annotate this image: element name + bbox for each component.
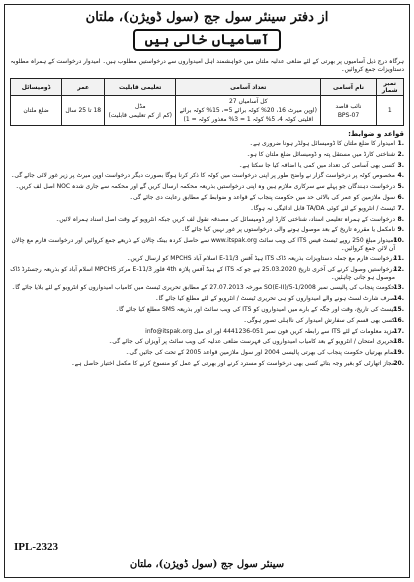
post-name: نائب قاصد: [335, 102, 362, 110]
rule-number: .20: [393, 359, 404, 367]
rule-number: .9: [397, 226, 404, 234]
rule-text: نامکمل یا مقررہ تاریخ کے بعد موصول ہونے والی درخواستوں پر غور نہیں کیا جائے گا۔: [181, 226, 395, 234]
rule-number: .14: [393, 295, 404, 303]
rule-text: درخواست کے ہمراہ تعلیمی اسناد، شناختی کارڈ اور ڈومیسائل کی مصدقہ نقول لف کریں جبکہ انٹرویو کے وقت اصل اسناد ہمراہ لائیں۔: [55, 215, 395, 223]
rule-item: [10, 255, 404, 262]
header-qualification: تعلیمی قابلیت: [105, 79, 176, 96]
rule-text: سول ملازمین کو عمر کی بالائی حد میں حکومت پنجاب کے قواعد و ضوابط کے مطابق رعایت دی جائے گی۔: [129, 193, 395, 201]
header-post: نام آسامی: [321, 79, 376, 96]
cell-qualification: [105, 96, 176, 126]
cell-age: 18 تا 25 سال: [62, 96, 105, 126]
rule-number: .5: [397, 183, 404, 191]
rule-text: مجاز اتھارٹی کو بغیر وجہ بتائے کسی بھی درخواست کو مسترد کرنے اور بھرتی کے عمل کو منسوخ کرنے کا مکمل اختیار حاصل ہے۔: [71, 359, 395, 367]
rule-item: [10, 162, 404, 169]
rule-text: مزید معلومات کے لئے ITS سے رابطہ کریں فون نمبر 051-4441236 اور ای میل info@itspak.org: [145, 327, 395, 335]
rule-number: .4: [397, 172, 404, 180]
rule-number: .19: [393, 349, 404, 357]
office-heading: از دفتر سینئر سول جج (سول ڈویژن)، ملتان: [85, 10, 329, 25]
rule-text: شناختی کارڈ میں مستقل پتہ و ڈومیسائل ضلع ملتان کا ہو۔: [246, 150, 395, 158]
rule-text: تحریری امتحان / انٹرویو کے بعد کامیاب امیدواروں کی فہرست ضلعی عدلیہ کی ویب سائٹ پر آویزاں کی جائے گی۔: [108, 338, 395, 346]
rule-number: .11: [393, 255, 404, 263]
signature-block: سینئر سول جج (سول ڈویژن)، ملتان: [129, 559, 285, 570]
rule-item: [10, 317, 404, 324]
intro-paragraph: ہرگاہ درج ذیل آسامیوں پر بھرتی کے لئے ضلعی عدلیہ ملتان میں خواہشمند اہل امیدواروں سے درخواستیں مطلوب ہیں۔ امیدوار درخواست کے ہمراہ مطلوبہ دستاویزات جمع کروائیں۔: [10, 58, 404, 73]
rule-number: .10: [393, 237, 404, 245]
rule-number: .3: [397, 161, 404, 169]
rule-item: [10, 266, 404, 281]
rule-item: [10, 216, 404, 223]
header-domicile: ڈومیسائل: [11, 79, 62, 96]
rule-text: درخواستیں وصول کرنے کی آخری تاریخ 25.03.2020 ہے جو کہ ITS کے ہیڈ آفس پلازہ 4th فلور E-11/3 مرکز MPCHS اسلام آباد کو بذریعہ رجسٹرڈ ڈاک موصول ہو جانی چاہئیں۔: [10, 266, 395, 281]
header-count: تعداد آسامی: [176, 79, 321, 96]
cell-post: [321, 96, 376, 126]
rule-text: ٹیسٹ / انٹرویو کے لئے کوئی TA/DA قابل ادائیگی نہ ہوگا۔: [250, 204, 395, 212]
rule-number: .17: [393, 327, 404, 335]
rule-item: [10, 360, 404, 367]
ipl-number: IPL-2323: [14, 541, 58, 553]
rule-item: [10, 306, 404, 313]
rule-number: .13: [393, 284, 404, 292]
post-bps: BPS-07: [337, 111, 360, 119]
count-detail: (اوپن میرٹ 16، 20% کوٹہ برائے 5=، 15% کوٹہ برائے اقلیتی کوٹہ 4، 5% کوٹہ 1 = 3% معذور کوٹہ = 1): [179, 107, 317, 123]
table-header-row: [11, 79, 404, 96]
rule-item: [10, 140, 404, 147]
qualification-note: (کم از کم تعلیمی قابلیت): [108, 111, 172, 119]
rule-number: .6: [397, 193, 404, 201]
count-total: کل آسامیاں 27: [228, 98, 268, 105]
rule-number: .18: [393, 338, 404, 346]
rule-text: امیدوار مبلغ 250 روپے ٹیسٹ فیس ITS کی ویب سائٹ www.itspak.org سے حاصل کردہ بینک چالان کے ذریعے جمع کروائیں اور درخواست فارم مع چالان آن لائن جمع کروائیں۔: [11, 237, 395, 252]
rule-item: [10, 172, 404, 179]
header-serial: نمبر شمار: [376, 79, 404, 96]
rule-number: .7: [397, 204, 404, 212]
rule-text: حکومت پنجاب کی پالیسی نمبر SO(E-II)/5-1/2008 مورخہ 27.07.2013 کے مطابق تحریری ٹیسٹ میں کامیاب امیدواروں کو انٹرویو کے لئے بلایا جائے گا۔: [11, 284, 395, 292]
cell-count: [176, 96, 321, 126]
header-age: عمر: [62, 79, 105, 96]
vacancy-table: [10, 78, 404, 126]
rule-text: درخواست دہندگان جو پہلے سے سرکاری ملازم ہیں وہ اپنی درخواستیں بذریعہ محکمہ ارسال کریں گے اور محکمہ سے جاری شدہ NOC اصل لف کریں۔: [15, 183, 395, 191]
rule-number: .2: [397, 150, 404, 158]
cell-serial: 1: [376, 96, 404, 126]
rule-item: [10, 284, 404, 291]
cell-domicile: ضلع ملتان: [11, 96, 62, 126]
rule-item: [10, 295, 404, 302]
rule-text: درخواست فارم مع جملہ دستاویزات بذریعہ ڈاک ITS ہیڈ آفس E-11/3 اسلام آباد MPCHS کو ارسال کریں۔: [126, 255, 395, 263]
rule-number: .12: [393, 266, 404, 274]
vacancies-banner: آسامیاں خالی ہیں: [133, 29, 282, 51]
qualification-value: مڈل: [134, 102, 146, 110]
rule-number: .15: [393, 305, 404, 313]
rule-number: .1: [397, 140, 404, 147]
rules-heading: قواعد و ضوابط:: [348, 130, 404, 138]
rule-item: [10, 237, 404, 252]
table-row: [11, 96, 404, 126]
rule-item: [10, 338, 404, 345]
rule-item: [10, 151, 404, 158]
rule-text: صرف شارٹ لسٹ ہونے والے امیدواروں کو ہی تحریری ٹیسٹ / انٹرویو کے لئے مطلع کیا جائے گا۔: [155, 295, 395, 303]
banner-container: [10, 29, 404, 51]
rule-text: کسی بھی آسامی کی تعداد میں کمی یا اضافہ کیا جا سکتا ہے۔: [238, 161, 395, 169]
rule-text: تمام بھرتیاں حکومت پنجاب کی بھرتی پالیسی 2004 اور سول ملازمین قواعد 2005 کے تحت کی جائیں گی۔: [125, 349, 395, 357]
rule-number: .8: [397, 215, 404, 223]
advertisement-page: [4, 4, 410, 578]
rules-list: [10, 140, 404, 367]
rule-item: [10, 183, 404, 190]
rule-text: ٹیسٹ کی تاریخ، وقت اور جگہ کے بارے میں امیدواروں کو ITS کی ویب سائٹ اور بذریعہ SMS مطلع کیا جائے گا۔: [115, 305, 395, 313]
rule-item: [10, 194, 404, 201]
rule-text: مخصوص کوٹہ پر درخواست گزار نے واضح طور پر اپنی درخواست میں کوٹہ کا ذکر کرنا ہوگا بصورت دیگر درخواست اوپن میرٹ پر زیر غور لائی جائے گی۔: [10, 172, 395, 180]
rule-item: [10, 349, 404, 356]
rule-text: امیدوار کا ضلع ملتان کا ڈومیسائل ہولڈر ہونا ضروری ہے۔: [249, 140, 395, 147]
rule-item: [10, 328, 404, 335]
rule-item: [10, 226, 404, 233]
rule-item: [10, 205, 404, 212]
rule-number: .16: [393, 316, 404, 324]
rule-text: کسی بھی قسم کی سفارش امیدوار کی نااہلی تصور ہوگی۔: [243, 316, 395, 324]
